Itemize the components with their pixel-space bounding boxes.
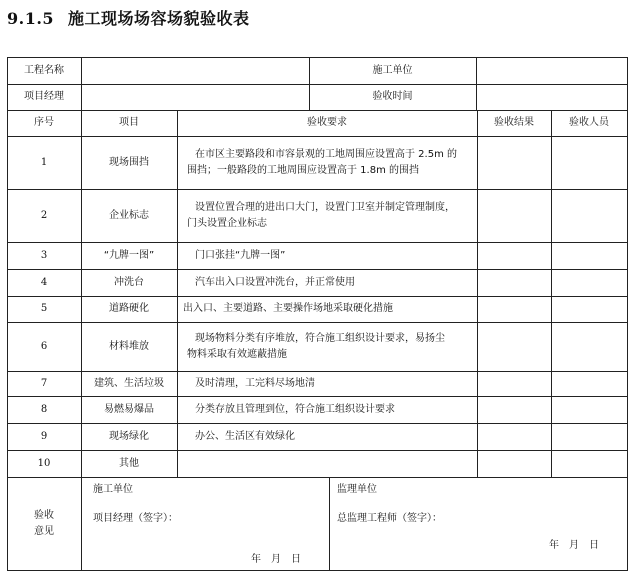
row-requirement [177, 189, 477, 242]
row-item: 道路硬化 [109, 303, 149, 314]
row-requirement: 出入口、主要道路、主要操作场地采取硬化措施 [183, 303, 393, 314]
row-requirement [177, 136, 477, 189]
row-item: 冲洗台 [114, 276, 144, 288]
row-seq: 9 [40, 430, 48, 442]
acceptance-table [7, 57, 628, 571]
project-manager-label: 项目经理 [24, 91, 64, 102]
row-requirement-line: 围挡；一般路段的工地周围应设置高于 1.8m 的围挡 [187, 164, 420, 176]
row-requirement: 分类存放且管理到位，符合施工组织设计要求 [195, 403, 395, 415]
row-requirement [177, 450, 477, 477]
row-item: 现场绿化 [109, 430, 149, 442]
row-seq: 1 [40, 156, 48, 168]
opinion-label-line: 验收 [34, 509, 54, 521]
header-item: 项目 [119, 117, 139, 128]
date-right: 年 月 日 [549, 540, 599, 551]
header-result: 验收结果 [494, 117, 534, 128]
row-item: 易燃易爆品 [104, 403, 154, 415]
opinion-label [7, 477, 81, 570]
row-item: 现场围挡 [109, 156, 149, 168]
opinion-label-line: 意见 [34, 525, 54, 537]
row-seq: 7 [40, 377, 48, 389]
header-inspector: 验收人员 [569, 117, 609, 128]
row-item: “九牌一图” [103, 249, 155, 261]
row-requirement [177, 322, 477, 371]
construction-unit-value [477, 57, 627, 84]
section-heading [7, 6, 250, 29]
project-name-value [82, 57, 309, 84]
row-item: 企业标志 [109, 209, 149, 221]
row-requirement: 办公、生活区有效绿化 [195, 430, 295, 442]
row-requirement: 及时清理，工完料尽场地清 [195, 377, 315, 389]
construction-unit-label: 施工单位 [372, 64, 413, 76]
acceptance-time-value [477, 84, 627, 110]
row-item: 材料堆放 [109, 340, 149, 352]
row-requirement: 汽车出入口设置冲洗台，并正常使用 [195, 276, 355, 288]
chief-supervisor-signature-label: 总监理工程师（签字）： [337, 513, 442, 524]
row-seq: 6 [40, 340, 48, 352]
section-title: 施工现场场容场貌验收表 [68, 9, 250, 28]
row-requirement-line: 设置位置合理的进出口大门，设置门卫室并制定管理制度， [195, 201, 455, 213]
row-seq: 8 [40, 403, 48, 415]
row-requirement: 门口张挂“九牌一图” [195, 249, 286, 261]
section-number: 9.1.5 [7, 9, 55, 28]
project-manager-signature-label: 项目经理（签字）： [93, 513, 178, 524]
project-manager-value [82, 84, 309, 110]
acceptance-time-label: 验收时间 [372, 91, 413, 102]
construction-unit-opinion-label: 施工单位 [93, 484, 133, 495]
row-item: 建筑、生活垃圾 [94, 377, 164, 389]
date-left: 年 月 日 [251, 554, 301, 565]
row-seq: 3 [40, 249, 48, 261]
row-requirement-line: 门头设置企业标志 [187, 217, 267, 229]
header-requirement: 验收要求 [307, 117, 347, 128]
supervision-unit-label: 监理单位 [337, 484, 377, 495]
row-seq: 2 [40, 209, 48, 221]
row-item: 其他 [119, 457, 139, 469]
row-seq: 4 [40, 276, 48, 288]
row-seq: 10 [37, 457, 51, 469]
row-seq: 5 [40, 303, 48, 314]
row-requirement-line: 现场物料分类有序堆放，符合施工组织设计要求，易扬尘 [195, 332, 445, 344]
project-name-label: 工程名称 [24, 64, 64, 76]
row-requirement-line: 在市区主要路段和市容景观的工地周围应设置高于 2.5m 的 [195, 148, 458, 160]
header-seq: 序号 [34, 117, 54, 128]
row-requirement-line: 物料采取有效遮蔽措施 [187, 348, 287, 360]
